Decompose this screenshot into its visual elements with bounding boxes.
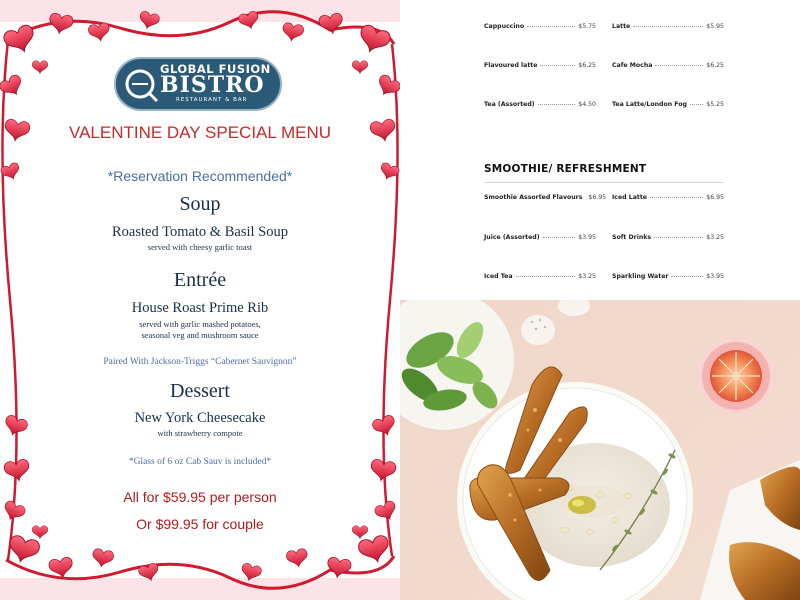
heart-icon [357,534,392,565]
menu-item [484,273,596,280]
item-price: $3.25 [578,273,596,280]
menu-item [484,101,596,108]
soup-dish: Roasted Tomato & Basil Soup [112,224,288,240]
logo-main-text: BISTRO [160,72,265,98]
heart-icon [3,118,31,142]
soup-description: served with cheesy garlic toast [147,242,253,252]
item-price: $6.25 [578,62,596,69]
item-name: Latte [612,23,631,30]
entree-description-line1: served with garlic mashed potatoes, [139,319,261,329]
item-price: $5.25 [706,101,724,108]
menu-item [612,194,724,201]
section-divider [484,182,724,183]
bistro-logo [114,57,282,111]
section-title-smoothie: SMOOTHIE/ REFRESHMENT [484,163,647,175]
item-name: Smoothie Assorted Flavours [484,194,583,201]
dessert-dish: New York Cheesecake [134,410,266,426]
wine-pairing: Paired With Jackson-Triggs “Cabernet Sauvignon” [103,357,297,367]
item-name: Flavoured latte [484,62,538,69]
entree-dish: House Roast Prime Rib [131,300,269,316]
item-price: $6.25 [706,62,724,69]
menu-item [612,273,724,280]
item-name: Iced Tea [484,273,513,280]
logo-top-text: GLOBAL FUSION [160,62,271,76]
item-name: Iced Latte [612,194,647,201]
item-name: Tea (Assorted) [484,101,535,108]
price-per-person: All for $59.95 per person [123,489,277,505]
drinks-menu-panel [400,0,800,300]
logo-sub-text: RESTAURANT & BAR [176,97,248,103]
menu-item [484,194,607,201]
item-price: $3.25 [706,234,724,241]
entree-heading: Entrée [173,269,227,291]
heart-icon [3,458,31,482]
menu-title: VALENTINE DAY SPECIAL MENU [69,123,331,142]
menu-item [484,62,596,69]
wine-included-note: *Glass of 6 oz Cab Sauv is included* [128,457,272,467]
item-price: $6.95 [706,194,724,201]
menu-content [40,0,360,600]
item-name: Tea Latte/London Fog [612,101,687,108]
item-name: Soft Drinks [612,234,652,241]
soup-heading: Soup [179,193,221,215]
menu-item [612,234,724,241]
price-couple: Or $99.95 for couple [136,516,264,532]
item-name: Sparkling Water [612,273,669,280]
menu-item [484,23,596,30]
dessert-description: with strawberry compote [157,428,243,438]
reservation-note: *Reservation Recommended* [107,168,293,184]
food-photo-illustration [400,300,800,600]
menu-item [612,62,724,69]
menu-item [484,234,596,241]
heart-icon [369,458,397,482]
item-price: $5.75 [578,23,596,30]
menu-item [612,101,724,108]
item-name: Cafe Mocha [612,62,653,69]
dessert-heading: Dessert [170,380,230,402]
item-name: Cappuccino [484,23,525,30]
item-price: $5.95 [706,23,724,30]
menu-item [612,23,724,30]
hummus-food-photo [400,300,800,600]
item-price: $3.95 [706,273,724,280]
item-price: $6.95 [588,194,607,201]
item-price: $4.50 [578,101,596,108]
heart-icon [369,118,397,142]
heart-icon [6,534,41,565]
item-price: $3.95 [578,234,596,241]
item-name: Juice (Assorted) [484,234,540,241]
entree-description-line2: seasonal veg and mushroom sauce [141,330,259,340]
